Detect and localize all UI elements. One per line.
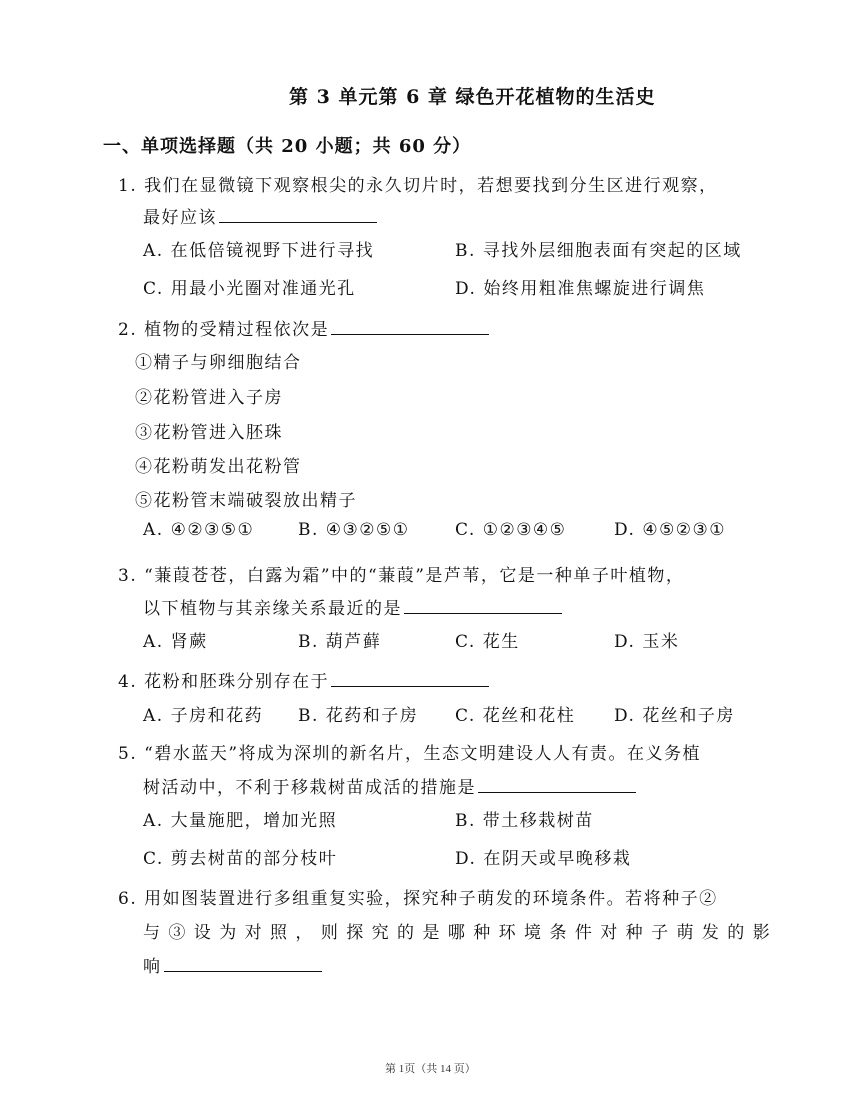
question-2-option-b: B. ④③②⑤① <box>298 520 410 540</box>
answer-blank <box>331 668 489 687</box>
question-5-option-b: B. 带土移栽树苗 <box>455 811 594 831</box>
answer-blank <box>404 595 562 614</box>
page-footer: 第 1页（共 14 页） <box>385 1063 476 1075</box>
question-2-option-a: A. ④②③⑤① <box>143 520 255 540</box>
question-6-line-1: 6. 用如图装置进行多组重复实验，探究种子萌发的环境条件。若将种子② <box>118 889 718 909</box>
question-2-item-1: ①精子与卵细胞结合 <box>135 353 302 373</box>
question-6-line-2: 与 ③ 设 为 对 照 ， 则 探 究 的 是 哪 种 环 境 条 件 对 种 子 萌 发 的 影 <box>143 923 772 943</box>
section-heading: 一、单项选择题（共 20 小题；共 60 分） <box>103 136 472 157</box>
question-4-option-b: B. 花药和子房 <box>298 706 419 726</box>
question-2-line-1: 2. 植物的受精过程依次是 <box>118 315 489 340</box>
question-4-line-1: 4. 花粉和胚珠分别存在于 <box>118 667 489 692</box>
answer-blank <box>164 953 322 972</box>
question-3-option-b: B. 葫芦藓 <box>298 632 382 652</box>
question-3-option-a: A. 肾蕨 <box>143 632 208 652</box>
question-1-option-a: A. 在低倍镜视野下进行寻找 <box>143 241 375 261</box>
question-5-option-d: D. 在阴天或早晚移栽 <box>455 849 632 869</box>
question-3-line-1: 3. “蒹葭苍苍，白露为霜”中的“蒹葭”是芦苇，它是一种单子叶植物， <box>118 566 685 586</box>
question-1-option-b: B. 寻找外层细胞表面有突起的区域 <box>455 241 742 261</box>
question-6-line-3: 响 <box>143 952 322 977</box>
question-5-option-c: C. 剪去树苗的部分枝叶 <box>143 849 338 869</box>
question-2-item-2: ②花粉管进入子房 <box>135 388 283 408</box>
question-3-option-c: C. 花生 <box>455 632 520 652</box>
question-3-line-2: 以下植物与其亲缘关系最近的是 <box>143 594 562 619</box>
question-2-item-5: ⑤花粉管末端破裂放出精子 <box>135 491 357 511</box>
question-4-option-c: C. 花丝和花柱 <box>455 706 576 726</box>
page-title: 第 3 单元第 6 章 绿色开花植物的生活史 <box>289 86 656 108</box>
question-1-option-c: C. 用最小光圈对准通光孔 <box>143 279 356 299</box>
question-3-option-d: D. 玉米 <box>614 632 680 652</box>
question-1-line-1: 1. 我们在显微镜下观察根尖的永久切片时，若想要找到分生区进行观察， <box>118 176 718 196</box>
question-5-line-1: 5. “碧水蓝天”将成为深圳的新名片，生态文明建设人人有责。在义务植 <box>118 744 702 764</box>
question-2-option-d: D. ④⑤②③① <box>614 520 727 540</box>
question-4-option-a: A. 子房和花药 <box>143 706 264 726</box>
question-2-item-4: ④花粉萌发出花粉管 <box>135 457 302 477</box>
question-5-line-2: 树活动中，不利于移栽树苗成活的措施是 <box>143 773 636 798</box>
question-1-option-d: D. 始终用粗准焦螺旋进行调焦 <box>455 279 706 299</box>
question-5-option-a: A. 大量施肥，增加光照 <box>143 811 338 831</box>
answer-blank <box>219 204 377 223</box>
question-2-option-c: C. ①②③④⑤ <box>455 520 567 540</box>
answer-blank <box>478 774 636 793</box>
question-2-item-3: ③花粉管进入胚珠 <box>135 423 283 443</box>
answer-blank <box>331 316 489 335</box>
question-1-line-2: 最好应该 <box>143 203 377 228</box>
question-4-option-d: D. 花丝和子房 <box>614 706 735 726</box>
